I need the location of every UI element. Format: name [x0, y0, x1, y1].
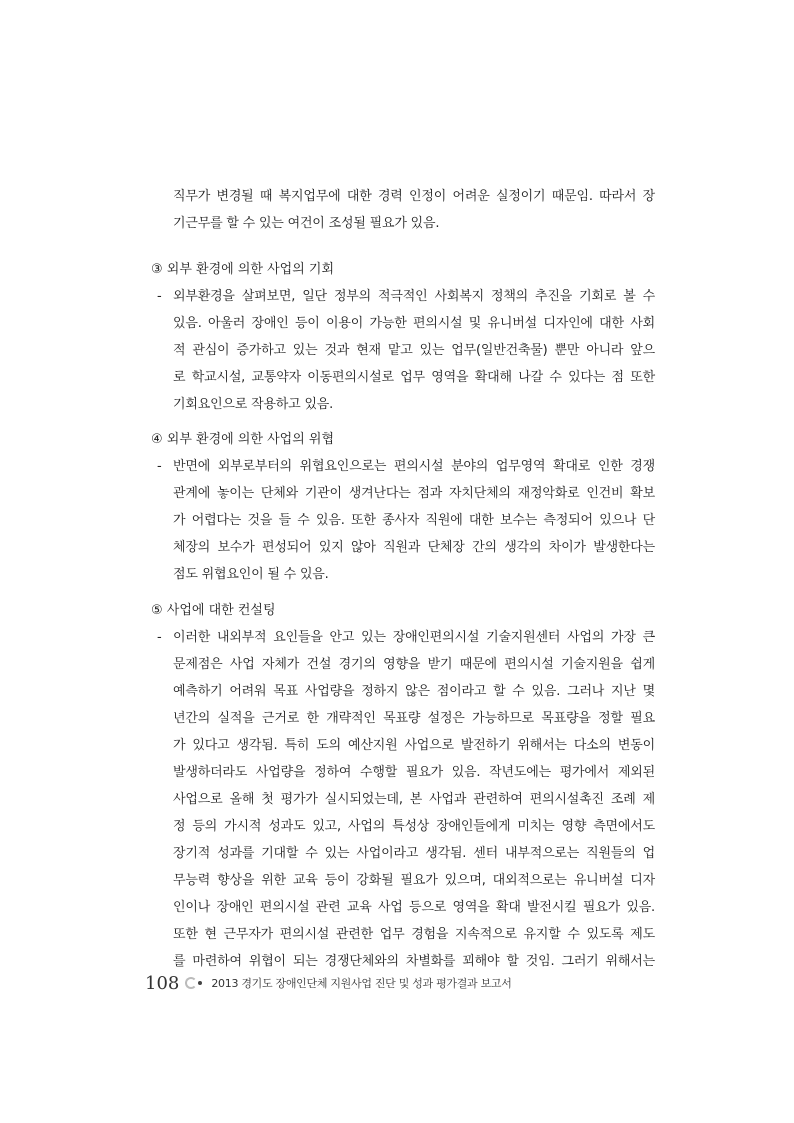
text-line-content: 반면에 외부로부터의 위협요인으로는 편의시설 분야의 업무영역 확대로 인한 경쟁	[173, 459, 655, 474]
text-line: 장기적 성과를 기대할 수 있는 사업이라고 생각됨. 센터 내부적으로는 직원들의 업	[173, 846, 655, 861]
text-line: 문제점은 사업 자체가 건설 경기의 영향을 받기 때문에 편의시설 기술지원을 쉽게	[173, 657, 655, 672]
text-line: 사업으로 올해 첫 평가가 실시되었는데, 본 사업과 관련하여 편의시설촉진 조례 제	[173, 792, 655, 807]
page-footer	[145, 970, 512, 996]
text-line: 관계에 놓이는 단체와 기관이 생겨난다는 점과 자치단체의 재정악화로 인건비 확보	[173, 486, 655, 501]
text-line: 체장의 보수가 편성되어 있지 않아 직원과 단체장 간의 생각의 차이가 발생한다는	[173, 540, 655, 555]
text-line: 가 어렵다는 것을 들 수 있음. 또한 종사자 직원에 대한 보수는 측정되어 있으나 단	[173, 513, 655, 528]
dash-marker: -	[157, 289, 162, 304]
text-line: 점도 위협요인이 될 수 있음.	[173, 567, 329, 582]
section-heading: ⑤ 사업에 대한 컨설팅	[151, 603, 276, 618]
text-line	[145, 624, 655, 651]
section-external-opportunity	[145, 256, 655, 418]
page-number: 108	[145, 972, 180, 994]
intro-paragraph	[145, 183, 655, 237]
text-line: 기근무를 할 수 있는 여건이 조성될 필요가 있음.	[173, 216, 440, 231]
text-line: 적 관심이 증가하고 있는 것과 현재 맡고 있는 업무(일반건축물) 뿐만 아니라 앞으	[173, 343, 655, 358]
text-line: 발생하더라도 사업량을 정하여 수행할 필요가 있음. 작년도에는 평가에서 제외된	[173, 765, 655, 780]
section-consulting	[145, 597, 655, 975]
dash-marker: -	[157, 630, 162, 645]
dash-marker: -	[157, 459, 162, 474]
footer-report-title: 2013 경기도 장애인단체 지원사업 진단 및 성과 평가결과 보고서	[211, 977, 512, 990]
section-external-threat	[145, 426, 655, 588]
text-line	[145, 283, 655, 310]
text-line: 무능력 향상을 위한 교육 등이 강화될 필요가 있으며, 대외적으로는 유니버설 디자	[173, 873, 655, 888]
text-line: 있음. 아울러 장애인 등이 이용이 가능한 편의시설 및 유니버설 디자인에 대한 사회	[173, 316, 655, 331]
text-line: 기회요인으로 작용하고 있음.	[173, 397, 334, 412]
text-line: 직무가 변경될 때 복지업무에 대한 경력 인정이 어려운 실정이기 때문임. 따라서 장	[173, 189, 655, 204]
text-line: 또한 현 근무자가 편의시설 관련한 업무 경험을 지속적으로 유지할 수 있도록 제도	[173, 927, 655, 942]
text-line: 가 있다고 생각됨. 특히 도의 예산지원 사업으로 발전하기 위해서는 다소의 변동이	[173, 738, 655, 753]
text-line-content: 외부환경을 살펴보면, 일단 정부의 적극적인 사회복지 정책의 추진을 기회로 볼 수	[173, 289, 655, 304]
text-line: 예측하기 어려워 목표 사업량을 정하지 않은 점이라고 할 수 있음. 그러나 지난 몇	[173, 684, 655, 699]
text-line-content: 이러한 내외부적 요인들을 안고 있는 장애인편의시설 기술지원센터 사업의 가장 큰	[173, 630, 655, 645]
text-line: 년간의 실적을 근거로 한 개략적인 목표량 설정은 가능하므로 목표량을 정할 필요	[173, 711, 655, 726]
text-line: 정 등의 가시적 성과도 있고, 사업의 특성상 장애인들에게 미치는 영향 측면에서도	[173, 819, 655, 834]
section-heading: ④ 외부 환경에 의한 사업의 위협	[151, 432, 335, 447]
footer-ornament-icon	[183, 976, 205, 990]
section-heading: ③ 외부 환경에 의한 사업의 기회	[151, 262, 335, 277]
text-line: 를 마련하여 위협이 되는 경쟁단체와의 차별화를 꾀해야 할 것임. 그러기 위해서는	[173, 954, 655, 969]
text-line: 로 학교시설, 교통약자 이동편의시설로 업무 영역을 확대해 나갈 수 있다는 점 또한	[173, 370, 655, 385]
text-line: 인이나 장애인 편의시설 관련 교육 사업 등으로 영역을 확대 발전시킬 필요가 있음.	[173, 900, 655, 915]
text-line	[145, 453, 655, 480]
